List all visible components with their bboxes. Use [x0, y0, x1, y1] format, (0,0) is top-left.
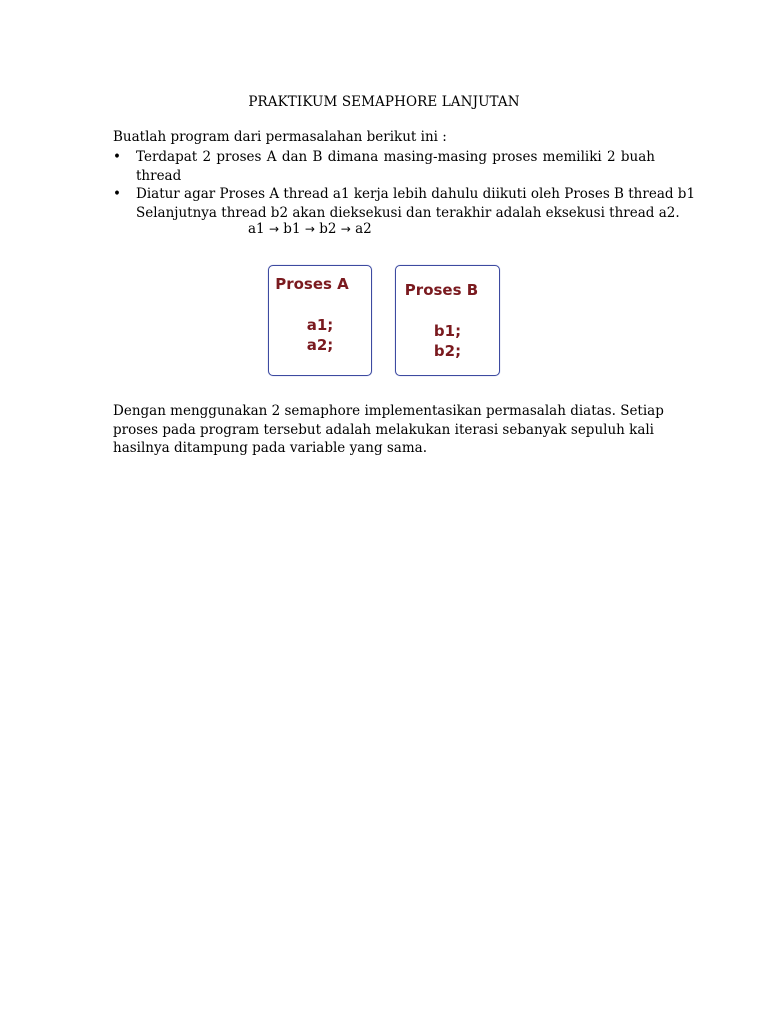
- process-a-thread-a1: a1;: [306, 316, 334, 334]
- list-item-line: Diatur agar Proses A thread a1 kerja lebih dahulu diikuti oleh Proses B thread b1: [136, 186, 696, 202]
- list-item-line: Terdapat 2 proses A dan B dimana masing-masing proses memiliki 2 buah: [136, 149, 655, 165]
- process-b-box: [395, 265, 500, 376]
- list-item: [113, 148, 655, 185]
- intro-text: Buatlah program dari permasalahan berikut ini :: [113, 129, 447, 145]
- process-a-thread-a2: a2;: [306, 336, 334, 354]
- bullet-marker: •: [113, 186, 121, 202]
- process-b-thread-b2: b2;: [433, 342, 462, 360]
- process-a-box: [268, 265, 372, 376]
- process-b-thread-b1: b1;: [433, 322, 462, 340]
- sequence-step: a2: [355, 221, 372, 237]
- requirement-list: [113, 148, 696, 222]
- arrow-icon: →: [340, 222, 351, 236]
- list-item: [113, 185, 696, 222]
- process-a-title: Proses A: [275, 275, 349, 293]
- closing-line: hasilnya ditampung pada variable yang sama.: [113, 440, 427, 456]
- closing-line: Dengan menggunakan 2 semaphore implementasikan permasalah diatas. Setiap: [113, 403, 664, 419]
- list-item-line: Selanjutnya thread b2 akan dieksekusi dan terakhir adalah eksekusi thread a2.: [136, 204, 680, 221]
- bullet-marker: •: [113, 149, 121, 165]
- sequence-step: b1: [283, 221, 301, 237]
- execution-sequence: [248, 221, 372, 237]
- arrow-icon: →: [304, 222, 315, 236]
- closing-line: proses pada program tersebut adalah melakukan iterasi sebanyak sepuluh kali: [113, 421, 655, 438]
- sequence-step: b2: [319, 221, 337, 237]
- closing-paragraph: [113, 402, 664, 458]
- list-item-line: thread: [136, 167, 182, 184]
- sequence-step: a1: [248, 221, 265, 237]
- document-title: PRAKTIKUM SEMAPHORE LANJUTAN: [248, 94, 520, 110]
- arrow-icon: →: [268, 222, 279, 236]
- process-b-title: Proses B: [404, 281, 479, 299]
